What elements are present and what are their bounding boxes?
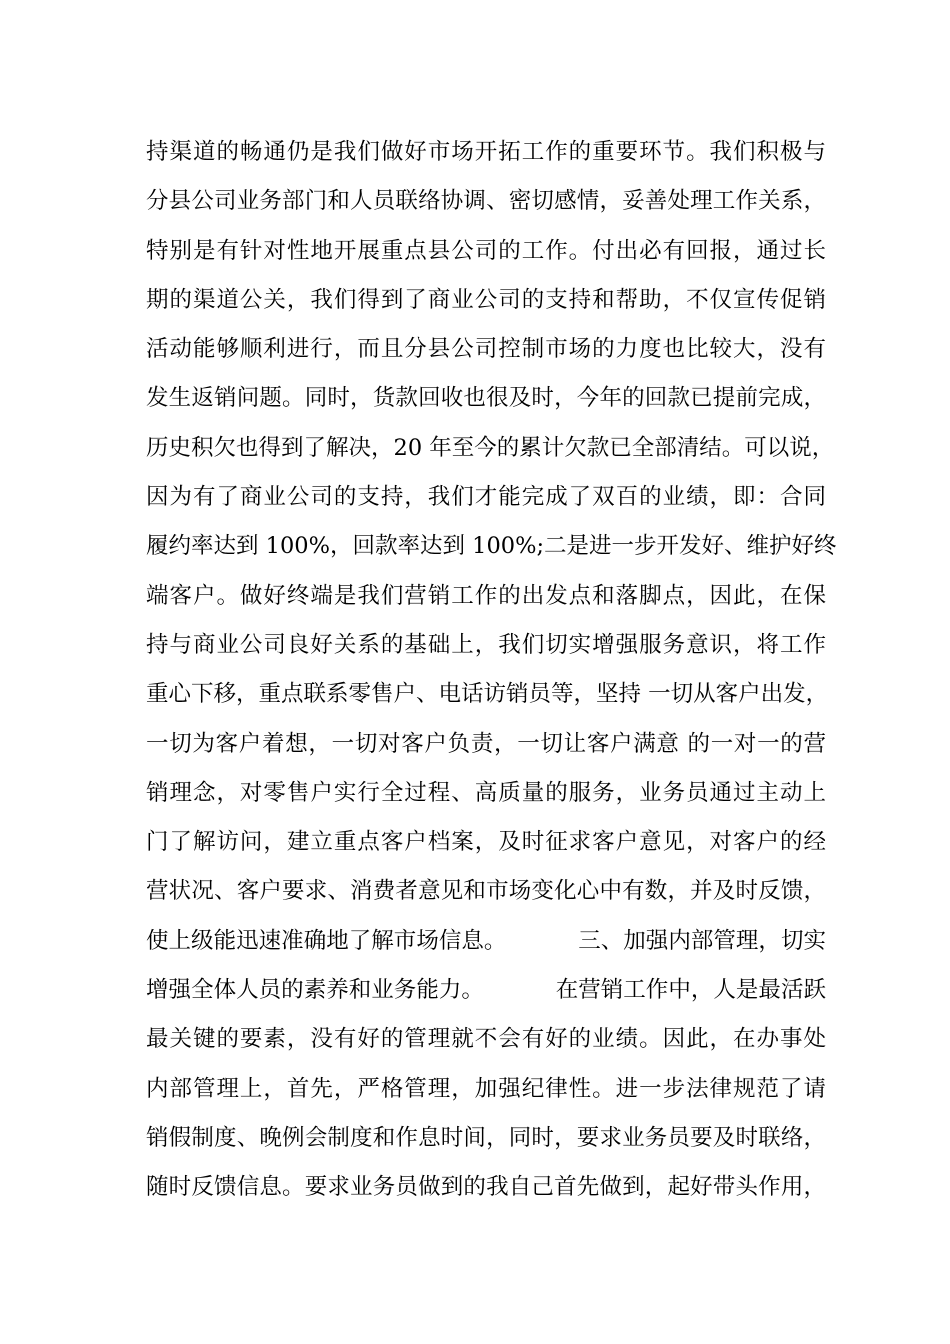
text-line: 持渠道的畅通仍是我们做好市场开拓工作的重要环节。我们积极与 — [146, 139, 826, 165]
text-line: 销假制度、晚例会制度和作息时间，同时，要求业务员要及时联络， — [146, 1124, 826, 1151]
text-line: 门了解访问，建立重点客户档案，及时征求客户意见，对客户的经 — [146, 829, 826, 856]
text-line: 使上级能迅速准确地了解市场信息。 三、加强内部管理，切实 — [146, 927, 826, 954]
text-line: 最关键的要素，没有好的管理就不会有好的业绩。因此，在办事处 — [146, 1026, 826, 1053]
text-line: 特别是有针对性地开展重点县公司的工作。付出必有回报，通过长 — [146, 237, 826, 264]
text-line: 持与商业公司良好关系的基础上，我们切实增强服务意识，将工作 — [146, 631, 826, 658]
text-line: 活动能够顺利进行，而且分县公司控制市场的力度也比较大，没有 — [146, 336, 826, 363]
text-line: 内部管理上，首先，严格管理，加强纪律性。进一步法律规范了请 — [146, 1075, 826, 1102]
text-line: 销理念，对零售户实行全过程、高质量的服务，业务员通过主动上 — [146, 779, 826, 806]
text-line: 增强全体人员的素养和业务能力。 在营销工作中，人是最活跃 — [146, 977, 826, 1004]
text-line: 端客户。做好终端是我们营销工作的出发点和落脚点，因此，在保 — [146, 582, 826, 609]
text-line: 一切为客户着想，一切对客户负责，一切让客户满意 的一对一的营 — [146, 730, 826, 757]
text-line: 发生返销问题。同时，货款回收也很及时，今年的回款已提前完成， — [146, 385, 826, 412]
text-line: 重心下移，重点联系零售户、电话访销员等，坚持 一切从客户出发， — [146, 681, 829, 708]
body-text — [146, 128, 837, 1213]
text-line: 期的渠道公关，我们得到了商业公司的支持和帮助，不仅宣传促销 — [146, 286, 826, 313]
text-line: 因为有了商业公司的支持，我们才能完成了双百的业绩，即：合同 — [146, 484, 826, 511]
text-line: 营状况、客户要求、消费者意见和市场变化心中有数，并及时反馈， — [146, 878, 826, 905]
text-line: 分县公司业务部门和人员联络协调、密切感情，妥善处理工作关系， — [146, 188, 826, 215]
text-line: 履约率达到 100%，回款率达到 100%;二是进一步开发好、维护好终 — [146, 533, 837, 560]
text-line: 随时反馈信息。要求业务员做到的我自己首先做到，起好带头作用， — [146, 1174, 826, 1201]
text-line: 历史积欠也得到了解决，20 年至今的累计欠款已全部清结。可以说， — [146, 434, 835, 461]
